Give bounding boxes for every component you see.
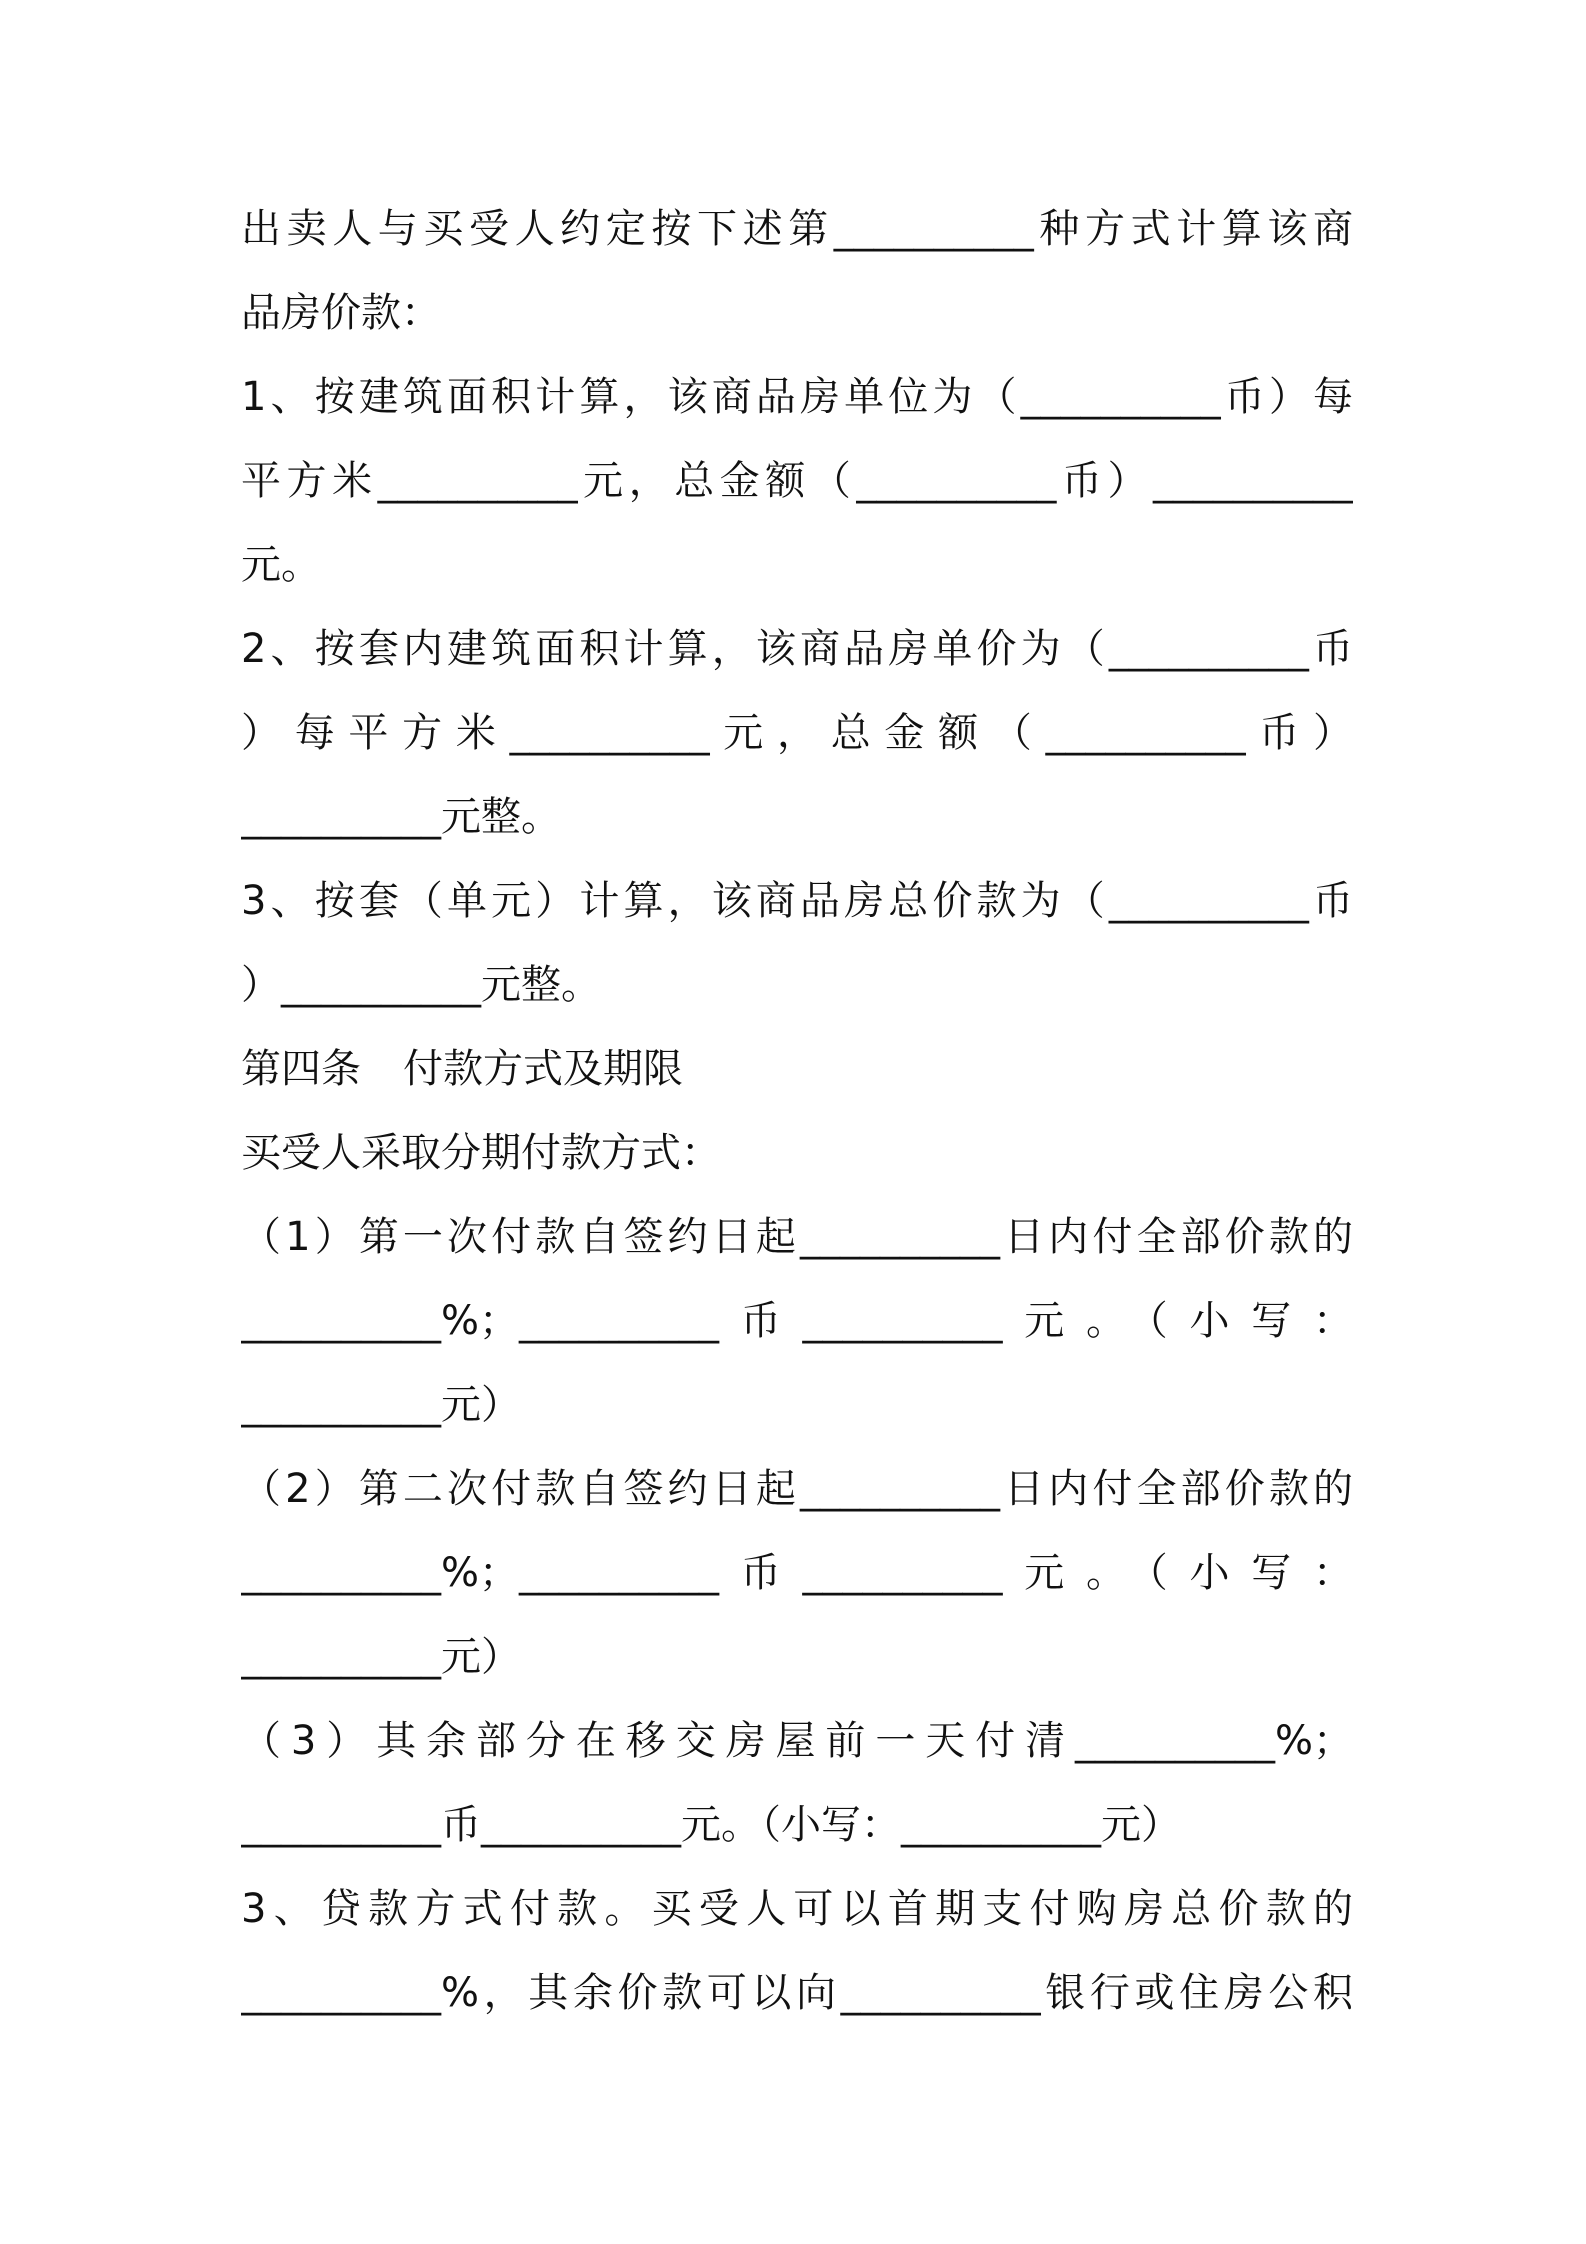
text-line: __________%；__________币__________元。（小写：	[241, 1298, 1353, 1344]
article-number: 第四条	[241, 1046, 361, 1092]
article-title: 付款方式及期限	[403, 1046, 683, 1092]
text-line: ）每平方米__________元，总金额（__________币）	[241, 710, 1353, 756]
text-line: __________%；__________币__________元。（小写：	[241, 1550, 1353, 1596]
text-line: 3、按套（单元）计算，该商品房总价款为（__________币	[241, 878, 1353, 924]
text-line: ）__________元整。	[241, 962, 601, 1008]
text-line: （1）第一次付款自签约日起__________日内付全部价款的	[241, 1214, 1353, 1260]
text-line: 2、按套内建筑面积计算，该商品房单价为（__________币	[241, 626, 1353, 672]
text-line: 1、按建筑面积计算，该商品房单位为（__________币）每	[241, 374, 1353, 420]
article-heading	[241, 1041, 1353, 1097]
text-line: 3、贷款方式付款。买受人可以首期支付购房总价款的	[241, 1886, 1353, 1932]
text-line: 品房价款：	[241, 290, 441, 336]
text-line: __________元）	[241, 1382, 521, 1428]
text-line: （3）其余部分在移交房屋前一天付清__________%；	[241, 1718, 1353, 1764]
text-line: （2）第二次付款自签约日起__________日内付全部价款的	[241, 1466, 1353, 1512]
text-line: 出卖人与买受人约定按下述第__________种方式计算该商	[241, 206, 1353, 252]
text-line: __________元整。	[241, 794, 561, 840]
text-line: 买受人采取分期付款方式：	[241, 1130, 721, 1176]
text-line: __________%，其余价款可以向__________银行或住房公积	[241, 1970, 1353, 2016]
text-line: 元。	[241, 542, 321, 588]
text-line: __________元）	[241, 1634, 521, 1680]
text-line: __________币__________元。（小写：__________元）	[241, 1802, 1181, 1848]
text-line: 平方米__________元，总金额（__________币）__________	[241, 458, 1353, 504]
